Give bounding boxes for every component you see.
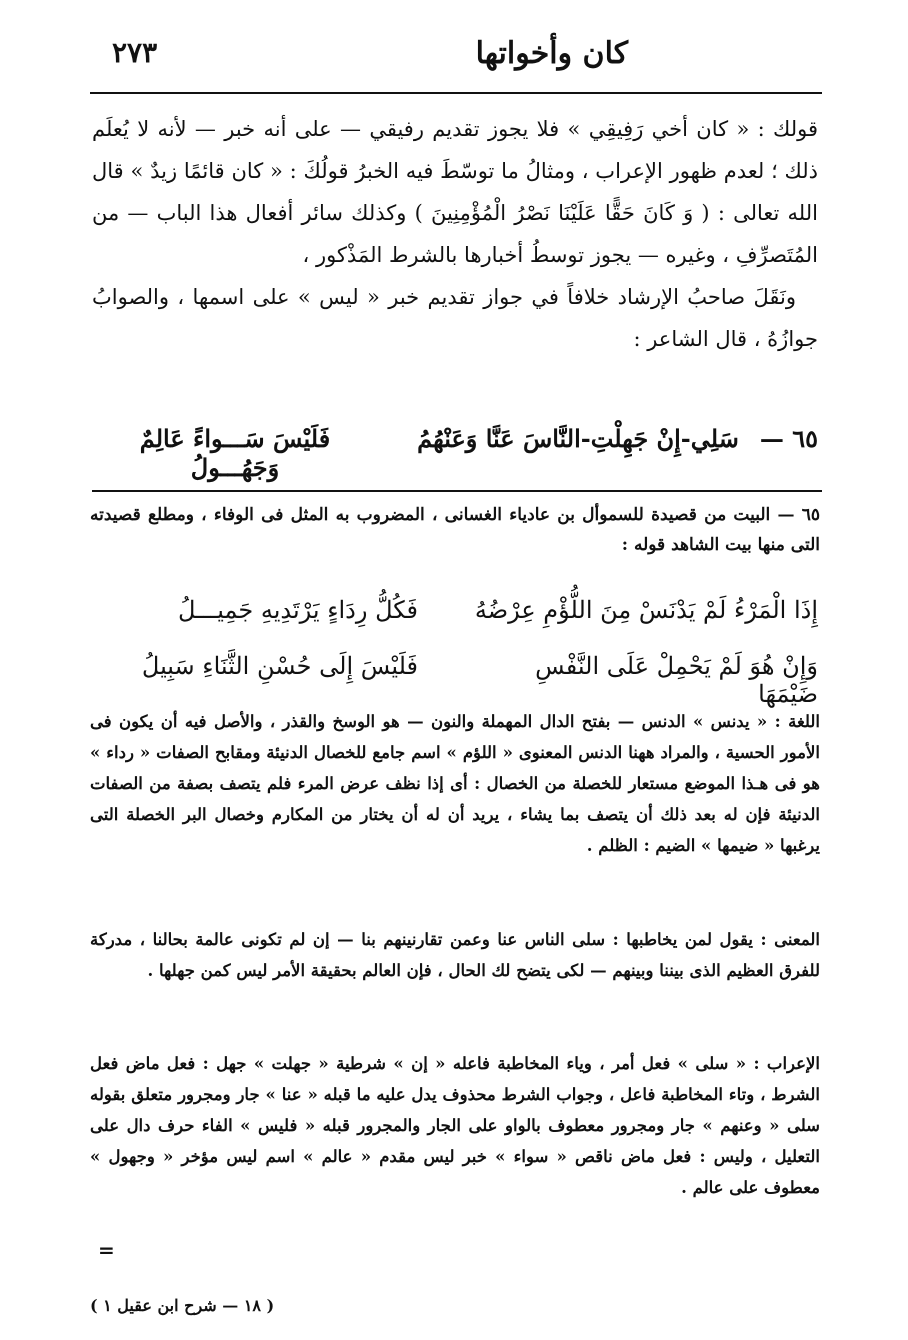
meaning-note [90, 924, 820, 986]
language-note-text: اللغة : « يدنس » الدنس — بفتح الدال المهملة والنون — هو الوسخ والقذر ، والأصل فيه أن يكون فى الأمور الحسية ، والمراد ههنا الدنس المعنوى « اللؤم » اسم جامع للخصال الدنيئة ومقابح الصفات « رداء » هو فى هـذا الموضع مستعار للخصلة من الخصال : أى إذا نظف عرض المرء فلم يتصف بصفة من الصفات الدنيئة فإن له بعد ذلك أن يتصف بما يشاء ، يريد أن له أن يختار من المكارم وخصال البر الخصلة التى يرغبها « ضيمها » الضيم : الظلم . [90, 712, 820, 855]
verse-hemistich-2: فَلَيْسَ سَـــواءً عَالِمٌ وَجَهُـــولُ [139, 424, 331, 482]
verse-number: ٦٥ — [759, 424, 818, 453]
main-paragraph-1: قولك : « كان أخي رَفِيقِي » فلا يجوز تقديم رفيقي — على أنه خبر — لأنه لا يُعلَم ذلك ؛ لعدم ظهور الإعراب ، ومثالُ ما توسّطَ فيه الخبرُ قولُكَ : « كان قائمًا زيدٌ » قال الله تعالى : ( وَ كَانَ حَقًّا عَلَيْنَا نَصْرُ الْمُؤْمِنِينَ ) وكذلك سائر أفعال هذا الباب — من المُتَصرِّفِ ، وغيره — يجوز توسطُ أخبارها بالشرط المَذْكور ، [92, 117, 818, 267]
poem-line-2 [92, 648, 818, 708]
main-text [92, 108, 818, 360]
poem-line-2-second-half: فَلَيْسَ إِلَى حُسْنِ الثَّنَاءِ سَبِيلُ [141, 652, 418, 680]
header-rule [90, 92, 822, 94]
irab-note [90, 1048, 820, 1203]
page-number: ٢٧٣ [112, 36, 158, 69]
poem-line-1 [92, 592, 818, 644]
footnote-intro-text: ٦٥ — البيت من قصيدة للسموأل بن عادياء الغسانى ، المضروب به المثل فى الوفاء ، ومطلع قصيدته التى منها بيت الشاهد قوله : [90, 505, 820, 555]
footnote-intro [90, 500, 820, 560]
running-title: كان وأخواتها [475, 36, 628, 71]
poem-line-1-second-half: فَكُلُّ رِدَاءٍ يَرْتَدِيهِ جَمِيـــلُ [178, 596, 418, 624]
poem-line-2-first-half: وَإِنْ هُوَ لَمْ يَحْمِلْ عَلَى النَّفْسِ ضَيْمَهَا [535, 652, 818, 708]
verse-65 [92, 418, 818, 482]
irab-note-text: الإعراب : « سلى » فعل أمر ، وياء المخاطبة فاعله « إن » شرطية « جهلت » جهل : فعل ماض فعل الشرط ، وتاء المخاطبة فاعل ، وجواب الشرط محذوف يدل عليه ما قبله « عنا » جار ومجرور متعلق بقوله سلى « وعنهم » جار ومجرور معطوف بالواو على الجار والمجرور قبله « فليس » الفاء حرف دال على التعليل ، وليس : فعل ماض ناقص « سواء » خبر ليس مقدم « عالم » اسم ليس مؤخر « وجهول » معطوف على عالم . [90, 1054, 820, 1197]
continued-mark: = [98, 1238, 115, 1262]
meaning-note-text: المعنى : يقول لمن يخاطبها : سلى الناس عنا وعمن تقارنينهم بنا — إن لم تكونى عالمة بحالنا ، مدركة للفرق العظيم الذى بيننا وبينهم — لكى يتضح لك الحال ، فإن العالم بحقيقة الأمر ليس كمن جهلها . [90, 930, 820, 980]
poem-line-1-first-half: إِذَا الْمَرْءُ لَمْ يَدْنَسْ مِنَ اللُّؤْمِ عِرْضُهُ [474, 596, 818, 624]
signature-line: ( ١٨ — شرح ابن عقيل ١ ) [90, 1296, 275, 1315]
running-head [90, 30, 818, 80]
verse-hemistich-1: سَلِي-إِنْ جَهِلْتِ-النَّاسَ عَنَّا وَعَنْهُمُ [417, 424, 739, 453]
footnote-rule [92, 490, 822, 492]
main-paragraph-2: ونَقَلَ صاحبُ الإرشاد خلافاً في جواز تقديم خبر « ليس » على اسمها ، والصوابُ جوازُهُ ، قال الشاعر : [92, 285, 818, 351]
language-note [90, 706, 820, 861]
